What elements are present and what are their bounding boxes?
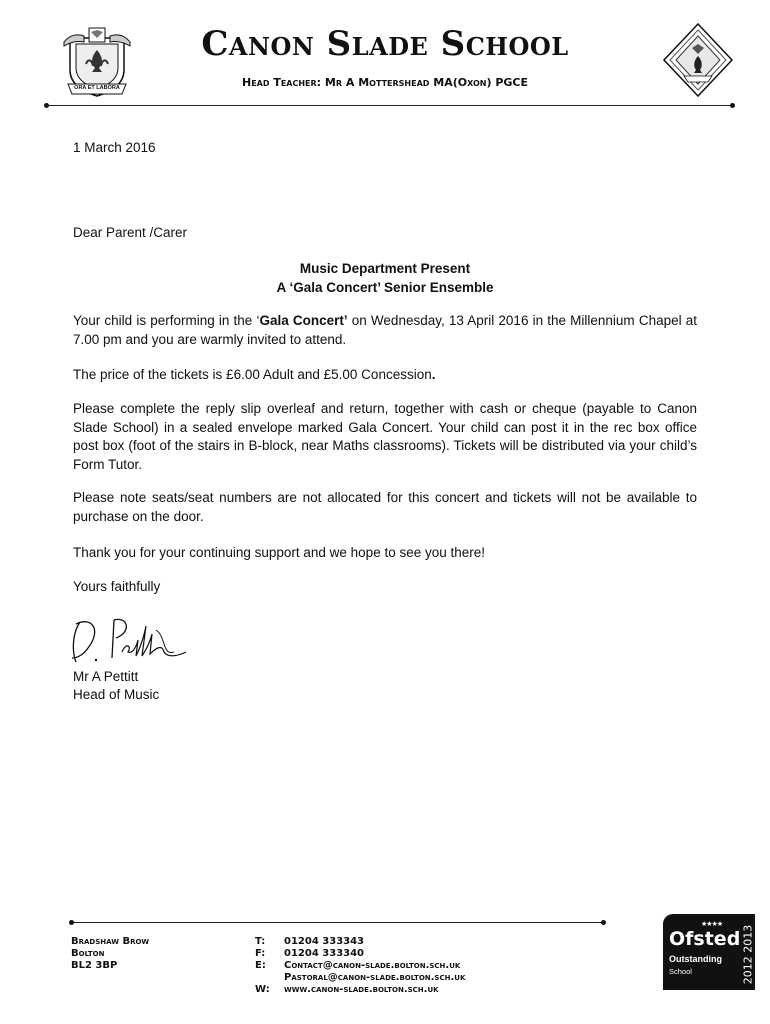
crest-motto: ORA ET LABORA [74,85,120,91]
header-divider-dot-right [730,103,735,108]
letter-heading [0,260,770,297]
para1-text-start: Your child is performing in the ‘ [73,313,260,328]
paragraph-concert [73,312,697,349]
ofsted-rating: Outstanding [669,954,722,964]
letter-salutation: Dear Parent /Carer [73,225,188,240]
para1-bold: Gala Concert’ [259,313,348,328]
heading-line-2: A ‘Gala Concert’ Senior Ensemble [276,279,494,295]
signatory-name: Mr A Pettitt [73,669,139,684]
para2-text: The price of the tickets is £6.00 Adult and £5.00 Concession [73,367,432,382]
para4-text: Please note seats/seat numbers are not allocated for this concert and tickets will not be available to purchase on the door. [73,490,697,524]
contact-label: T: [255,936,266,947]
website-link[interactable]: www.canon-slade.bolton.sch.uk [284,984,439,995]
ofsted-badge [663,914,755,990]
contact-label [255,972,270,984]
head-teacher-line: Head Teacher: Mr A Mottershead MA(Oxon) PGCE [242,76,528,89]
contact-label: F: [255,948,266,959]
footer-contact-values [284,936,465,996]
paragraph-price [73,366,697,385]
para1-text-end: on Wednesday, 13 April 2016 in the Millennium Chapel at 7.00 pm and you are warmly invited to attend. [73,313,697,347]
address-line: Bradshaw Brow [71,936,150,947]
signature [66,612,196,667]
para2-period: . [431,367,436,382]
footer-divider [71,922,604,923]
contact-fax: 01204 333340 [284,948,365,959]
header-divider-dot-left [44,103,49,108]
contact-label: E: [255,960,266,971]
paragraph-reply-slip [73,400,697,474]
letter-closing: Yours faithfully [73,579,161,594]
ofsted-type: School [669,967,692,976]
contact-email[interactable]: Contact@canon-slade.bolton.sch.uk [284,960,461,971]
diocese-emblem-logo [662,22,734,98]
contact-label: W: [255,984,270,995]
ofsted-years: 2012 2013 [741,924,755,985]
para3-text: Please complete the reply slip overleaf and return, together with cash or cheque (payable to Canon Slade School) in a sealed envelope marked Gala Concert. Your child can post it in the rec box office post box (foot of the stairs in B-block, near Maths classrooms). Tickets will be distributed via your child’s Form Tutor. [73,401,697,472]
letter-date: 1 March 2016 [73,140,156,155]
footer-divider-dot-left [69,920,74,925]
footer-contact-labels [255,936,270,996]
signatory-title: Head of Music [73,687,160,702]
paragraph-seats [73,489,697,526]
school-name: Canon Slade School [201,24,569,64]
paragraph-thanks: Thank you for your continuing support and we hope to see you there! [73,545,486,560]
pastoral-email[interactable]: Pastoral@canon-slade.bolton.sch.uk [284,972,466,983]
address-line: Bolton [71,948,105,959]
heading-line-1: Music Department Present [299,261,471,276]
contact-phone: 01204 333343 [284,936,365,947]
footer-address [71,936,149,972]
address-line: BL2 3BP [71,960,118,971]
header-divider [46,105,734,106]
ofsted-brand: Ofsted [669,928,741,950]
ofsted-stars-icon: ★★★★ [701,921,723,928]
footer-divider-dot-right [601,920,606,925]
